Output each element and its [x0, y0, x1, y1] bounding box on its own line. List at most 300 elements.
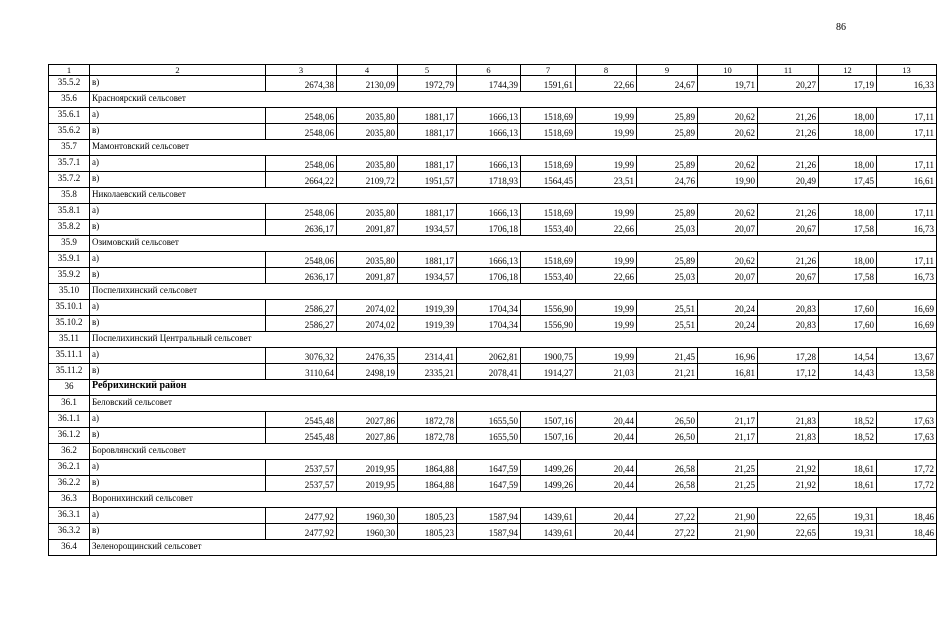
value-cell: 21,45	[637, 348, 698, 364]
value-cell: 18,00	[819, 252, 877, 268]
row-code: 35.10	[49, 284, 90, 300]
value-cell: 25,51	[637, 316, 698, 332]
value-cell: 18,00	[819, 124, 877, 140]
value-cell: 17,45	[819, 172, 877, 188]
value-cell: 18,00	[819, 108, 877, 124]
table-row	[49, 460, 937, 476]
value-cell: 20,62	[698, 252, 758, 268]
table-row	[49, 220, 937, 236]
value-cell: 18,00	[819, 156, 877, 172]
row-option: в)	[90, 172, 266, 188]
value-cell: 1805,23	[398, 508, 457, 524]
value-cell: 1718,93	[457, 172, 521, 188]
table-row	[49, 476, 937, 492]
row-code: 35.10.2	[49, 316, 90, 332]
value-cell: 17,72	[877, 476, 937, 492]
value-cell: 2074,02	[337, 316, 398, 332]
value-cell: 25,89	[637, 156, 698, 172]
value-cell: 1666,13	[457, 124, 521, 140]
value-cell: 2548,06	[266, 108, 337, 124]
column-header: 12	[819, 65, 877, 76]
value-cell: 1666,13	[457, 252, 521, 268]
value-cell: 2074,02	[337, 300, 398, 316]
value-cell: 20,83	[758, 316, 819, 332]
table-row	[49, 300, 937, 316]
row-code: 35.7	[49, 140, 90, 156]
value-cell: 1499,26	[521, 460, 576, 476]
row-option: а)	[90, 508, 266, 524]
row-option: а)	[90, 204, 266, 220]
value-cell: 25,89	[637, 204, 698, 220]
value-cell: 19,71	[698, 76, 758, 92]
value-cell: 22,66	[576, 76, 637, 92]
value-cell: 2019,95	[337, 460, 398, 476]
row-title: Поспелихинский сельсовет	[90, 284, 937, 300]
value-cell: 2078,41	[457, 364, 521, 380]
value-cell: 17,11	[877, 204, 937, 220]
value-cell: 16,61	[877, 172, 937, 188]
value-cell: 19,99	[576, 156, 637, 172]
value-cell: 20,62	[698, 204, 758, 220]
value-cell: 19,99	[576, 348, 637, 364]
value-cell: 2027,86	[337, 428, 398, 444]
value-cell: 20,49	[758, 172, 819, 188]
value-cell: 21,17	[698, 428, 758, 444]
row-title: Ребрихинский район	[90, 380, 937, 396]
table-row	[49, 172, 937, 188]
value-cell: 18,61	[819, 476, 877, 492]
row-code: 35.11.2	[49, 364, 90, 380]
table-row	[49, 428, 937, 444]
table-row	[49, 76, 937, 92]
value-cell: 21,83	[758, 412, 819, 428]
value-cell: 20,07	[698, 268, 758, 284]
row-title: Беловский сельсовет	[90, 396, 937, 412]
row-option: в)	[90, 220, 266, 236]
column-header: 3	[266, 65, 337, 76]
row-option: в)	[90, 364, 266, 380]
value-cell: 16,73	[877, 220, 937, 236]
value-cell: 1900,75	[521, 348, 576, 364]
value-cell: 14,54	[819, 348, 877, 364]
council-heading-row	[49, 332, 937, 348]
value-cell: 21,90	[698, 508, 758, 524]
row-title: Николаевский сельсовет	[90, 188, 937, 204]
value-cell: 20,62	[698, 124, 758, 140]
value-cell: 19,99	[576, 124, 637, 140]
value-cell: 2091,87	[337, 220, 398, 236]
table-header-row	[49, 65, 937, 76]
value-cell: 21,25	[698, 460, 758, 476]
value-cell: 2548,06	[266, 156, 337, 172]
row-option: а)	[90, 108, 266, 124]
value-cell: 20,44	[576, 508, 637, 524]
column-header: 4	[337, 65, 398, 76]
value-cell: 26,58	[637, 476, 698, 492]
row-code: 35.8.1	[49, 204, 90, 220]
value-cell: 1881,17	[398, 156, 457, 172]
value-cell: 1960,30	[337, 508, 398, 524]
value-cell: 17,11	[877, 108, 937, 124]
value-cell: 20,62	[698, 156, 758, 172]
value-cell: 20,07	[698, 220, 758, 236]
table-row	[49, 268, 937, 284]
row-option: в)	[90, 76, 266, 92]
value-cell: 16,33	[877, 76, 937, 92]
value-cell: 1872,78	[398, 412, 457, 428]
council-heading-row	[49, 540, 937, 556]
row-option: в)	[90, 316, 266, 332]
row-option: в)	[90, 428, 266, 444]
value-cell: 2545,48	[266, 412, 337, 428]
value-cell: 1518,69	[521, 108, 576, 124]
value-cell: 1591,61	[521, 76, 576, 92]
value-cell: 21,17	[698, 412, 758, 428]
value-cell: 17,60	[819, 300, 877, 316]
value-cell: 18,61	[819, 460, 877, 476]
row-title: Зеленорощинский сельсовет	[90, 540, 937, 556]
column-header: 1	[49, 65, 90, 76]
row-option: в)	[90, 476, 266, 492]
value-cell: 26,50	[637, 428, 698, 444]
value-cell: 27,22	[637, 524, 698, 540]
value-cell: 1587,94	[457, 508, 521, 524]
column-header: 2	[90, 65, 266, 76]
value-cell: 18,52	[819, 428, 877, 444]
value-cell: 17,58	[819, 220, 877, 236]
council-heading-row	[49, 444, 937, 460]
value-cell: 19,99	[576, 252, 637, 268]
value-cell: 1704,34	[457, 316, 521, 332]
row-option: а)	[90, 412, 266, 428]
value-cell: 2035,80	[337, 156, 398, 172]
row-code: 35.6.2	[49, 124, 90, 140]
row-code: 35.5.2	[49, 76, 90, 92]
value-cell: 2477,92	[266, 524, 337, 540]
row-title: Поспелихинский Центральный сельсовет	[90, 332, 937, 348]
value-cell: 1587,94	[457, 524, 521, 540]
value-cell: 2314,41	[398, 348, 457, 364]
value-cell: 22,65	[758, 508, 819, 524]
value-cell: 20,62	[698, 108, 758, 124]
value-cell: 16,96	[698, 348, 758, 364]
value-cell: 1499,26	[521, 476, 576, 492]
table-row	[49, 156, 937, 172]
value-cell: 1518,69	[521, 204, 576, 220]
value-cell: 2130,09	[337, 76, 398, 92]
value-cell: 2035,80	[337, 108, 398, 124]
value-cell: 22,65	[758, 524, 819, 540]
tariff-table	[48, 64, 937, 556]
council-heading-row	[49, 236, 937, 252]
value-cell: 3110,64	[266, 364, 337, 380]
value-cell: 21,83	[758, 428, 819, 444]
row-code: 35.7.1	[49, 156, 90, 172]
value-cell: 1934,57	[398, 220, 457, 236]
row-option: а)	[90, 348, 266, 364]
value-cell: 25,03	[637, 268, 698, 284]
value-cell: 19,31	[819, 524, 877, 540]
row-code: 36.1	[49, 396, 90, 412]
row-title: Воронихинский сельсовет	[90, 492, 937, 508]
value-cell: 24,76	[637, 172, 698, 188]
value-cell: 2636,17	[266, 220, 337, 236]
value-cell: 1972,79	[398, 76, 457, 92]
column-header: 5	[398, 65, 457, 76]
value-cell: 25,89	[637, 108, 698, 124]
value-cell: 2545,48	[266, 428, 337, 444]
value-cell: 2035,80	[337, 204, 398, 220]
value-cell: 18,52	[819, 412, 877, 428]
column-header: 13	[877, 65, 937, 76]
value-cell: 2477,92	[266, 508, 337, 524]
value-cell: 1518,69	[521, 156, 576, 172]
column-header: 6	[457, 65, 521, 76]
column-header: 11	[758, 65, 819, 76]
value-cell: 20,44	[576, 428, 637, 444]
row-title: Красноярский сельсовет	[90, 92, 937, 108]
row-title: Боровлянский сельсовет	[90, 444, 937, 460]
row-code: 35.7.2	[49, 172, 90, 188]
value-cell: 2035,80	[337, 124, 398, 140]
value-cell: 21,90	[698, 524, 758, 540]
table-row	[49, 108, 937, 124]
value-cell: 21,25	[698, 476, 758, 492]
value-cell: 22,66	[576, 268, 637, 284]
council-heading-row	[49, 188, 937, 204]
table-row	[49, 124, 937, 140]
value-cell: 20,24	[698, 316, 758, 332]
value-cell: 25,03	[637, 220, 698, 236]
council-heading-row	[49, 492, 937, 508]
value-cell: 19,99	[576, 300, 637, 316]
value-cell: 19,90	[698, 172, 758, 188]
value-cell: 1439,61	[521, 508, 576, 524]
row-title: Озимовский сельсовет	[90, 236, 937, 252]
row-option: а)	[90, 252, 266, 268]
value-cell: 21,21	[637, 364, 698, 380]
value-cell: 16,73	[877, 268, 937, 284]
value-cell: 21,92	[758, 460, 819, 476]
value-cell: 17,60	[819, 316, 877, 332]
value-cell: 1881,17	[398, 204, 457, 220]
council-heading-row	[49, 92, 937, 108]
value-cell: 26,58	[637, 460, 698, 476]
value-cell: 18,00	[819, 204, 877, 220]
table-row	[49, 364, 937, 380]
value-cell: 21,26	[758, 204, 819, 220]
column-header: 9	[637, 65, 698, 76]
council-heading-row	[49, 396, 937, 412]
value-cell: 1706,18	[457, 220, 521, 236]
row-code: 35.8.2	[49, 220, 90, 236]
value-cell: 14,43	[819, 364, 877, 380]
council-heading-row	[49, 284, 937, 300]
value-cell: 1914,27	[521, 364, 576, 380]
value-cell: 1934,57	[398, 268, 457, 284]
value-cell: 21,92	[758, 476, 819, 492]
value-cell: 21,26	[758, 156, 819, 172]
table-body	[49, 65, 937, 556]
value-cell: 2027,86	[337, 412, 398, 428]
value-cell: 1666,13	[457, 204, 521, 220]
value-cell: 25,89	[637, 252, 698, 268]
value-cell: 2586,27	[266, 300, 337, 316]
table-row	[49, 316, 937, 332]
value-cell: 20,44	[576, 524, 637, 540]
value-cell: 1805,23	[398, 524, 457, 540]
value-cell: 1919,39	[398, 300, 457, 316]
value-cell: 1864,88	[398, 476, 457, 492]
value-cell: 1518,69	[521, 252, 576, 268]
value-cell: 18,46	[877, 508, 937, 524]
value-cell: 20,44	[576, 412, 637, 428]
table-row	[49, 204, 937, 220]
value-cell: 23,51	[576, 172, 637, 188]
page-number: 86	[836, 22, 846, 33]
row-code: 35.10.1	[49, 300, 90, 316]
district-heading-row	[49, 380, 937, 396]
value-cell: 26,50	[637, 412, 698, 428]
row-code: 36.2	[49, 444, 90, 460]
value-cell: 1881,17	[398, 124, 457, 140]
value-cell: 2537,57	[266, 460, 337, 476]
value-cell: 17,28	[758, 348, 819, 364]
value-cell: 2548,06	[266, 252, 337, 268]
value-cell: 2035,80	[337, 252, 398, 268]
row-title: Мамонтовский сельсовет	[90, 140, 937, 156]
value-cell: 1704,34	[457, 300, 521, 316]
row-code: 36.3	[49, 492, 90, 508]
value-cell: 1655,50	[457, 428, 521, 444]
value-cell: 1647,59	[457, 476, 521, 492]
value-cell: 19,99	[576, 108, 637, 124]
row-code: 36.2.2	[49, 476, 90, 492]
table-row	[49, 412, 937, 428]
row-code: 35.8	[49, 188, 90, 204]
value-cell: 1439,61	[521, 524, 576, 540]
value-cell: 17,11	[877, 252, 937, 268]
value-cell: 2586,27	[266, 316, 337, 332]
row-code: 35.11.1	[49, 348, 90, 364]
value-cell: 19,99	[576, 204, 637, 220]
table-row	[49, 252, 937, 268]
value-cell: 13,58	[877, 364, 937, 380]
column-header: 8	[576, 65, 637, 76]
value-cell: 1666,13	[457, 156, 521, 172]
row-option: а)	[90, 460, 266, 476]
value-cell: 1655,50	[457, 412, 521, 428]
row-code: 35.9	[49, 236, 90, 252]
value-cell: 13,67	[877, 348, 937, 364]
value-cell: 16,69	[877, 316, 937, 332]
value-cell: 1706,18	[457, 268, 521, 284]
value-cell: 1864,88	[398, 460, 457, 476]
table-row	[49, 508, 937, 524]
row-code: 36.3.2	[49, 524, 90, 540]
value-cell: 2548,06	[266, 204, 337, 220]
value-cell: 24,67	[637, 76, 698, 92]
value-cell: 1518,69	[521, 124, 576, 140]
value-cell: 17,63	[877, 428, 937, 444]
value-cell: 19,31	[819, 508, 877, 524]
value-cell: 16,69	[877, 300, 937, 316]
value-cell: 17,11	[877, 124, 937, 140]
value-cell: 21,26	[758, 108, 819, 124]
value-cell: 17,63	[877, 412, 937, 428]
value-cell: 22,66	[576, 220, 637, 236]
value-cell: 20,24	[698, 300, 758, 316]
value-cell: 2109,72	[337, 172, 398, 188]
value-cell: 1507,16	[521, 428, 576, 444]
value-cell: 3076,32	[266, 348, 337, 364]
value-cell: 2498,19	[337, 364, 398, 380]
row-code: 36	[49, 380, 90, 396]
value-cell: 1919,39	[398, 316, 457, 332]
row-option: в)	[90, 124, 266, 140]
value-cell: 17,19	[819, 76, 877, 92]
value-cell: 2636,17	[266, 268, 337, 284]
row-code: 35.6.1	[49, 108, 90, 124]
value-cell: 19,99	[576, 316, 637, 332]
row-option: а)	[90, 156, 266, 172]
value-cell: 17,58	[819, 268, 877, 284]
row-option: в)	[90, 268, 266, 284]
value-cell: 1507,16	[521, 412, 576, 428]
value-cell: 17,12	[758, 364, 819, 380]
value-cell: 17,72	[877, 460, 937, 476]
value-cell: 1881,17	[398, 252, 457, 268]
value-cell: 21,26	[758, 252, 819, 268]
value-cell: 2335,21	[398, 364, 457, 380]
value-cell: 1881,17	[398, 108, 457, 124]
value-cell: 2674,38	[266, 76, 337, 92]
value-cell: 2476,35	[337, 348, 398, 364]
row-code: 36.2.1	[49, 460, 90, 476]
value-cell: 21,03	[576, 364, 637, 380]
value-cell: 1553,40	[521, 220, 576, 236]
value-cell: 20,67	[758, 268, 819, 284]
value-cell: 1553,40	[521, 268, 576, 284]
value-cell: 20,67	[758, 220, 819, 236]
value-cell: 2548,06	[266, 124, 337, 140]
column-header: 7	[521, 65, 576, 76]
value-cell: 20,83	[758, 300, 819, 316]
value-cell: 20,44	[576, 460, 637, 476]
value-cell: 2664,22	[266, 172, 337, 188]
row-code: 35.11	[49, 332, 90, 348]
value-cell: 1556,90	[521, 300, 576, 316]
value-cell: 1960,30	[337, 524, 398, 540]
row-code: 35.9.2	[49, 268, 90, 284]
row-code: 36.1.2	[49, 428, 90, 444]
value-cell: 2062,81	[457, 348, 521, 364]
value-cell: 1556,90	[521, 316, 576, 332]
row-code: 35.9.1	[49, 252, 90, 268]
value-cell: 16,81	[698, 364, 758, 380]
table-row	[49, 524, 937, 540]
value-cell: 1647,59	[457, 460, 521, 476]
row-code: 36.3.1	[49, 508, 90, 524]
value-cell: 1564,45	[521, 172, 576, 188]
table-row	[49, 348, 937, 364]
value-cell: 25,89	[637, 124, 698, 140]
value-cell: 1951,57	[398, 172, 457, 188]
value-cell: 20,27	[758, 76, 819, 92]
row-code: 36.1.1	[49, 412, 90, 428]
value-cell: 1666,13	[457, 108, 521, 124]
value-cell: 17,11	[877, 156, 937, 172]
